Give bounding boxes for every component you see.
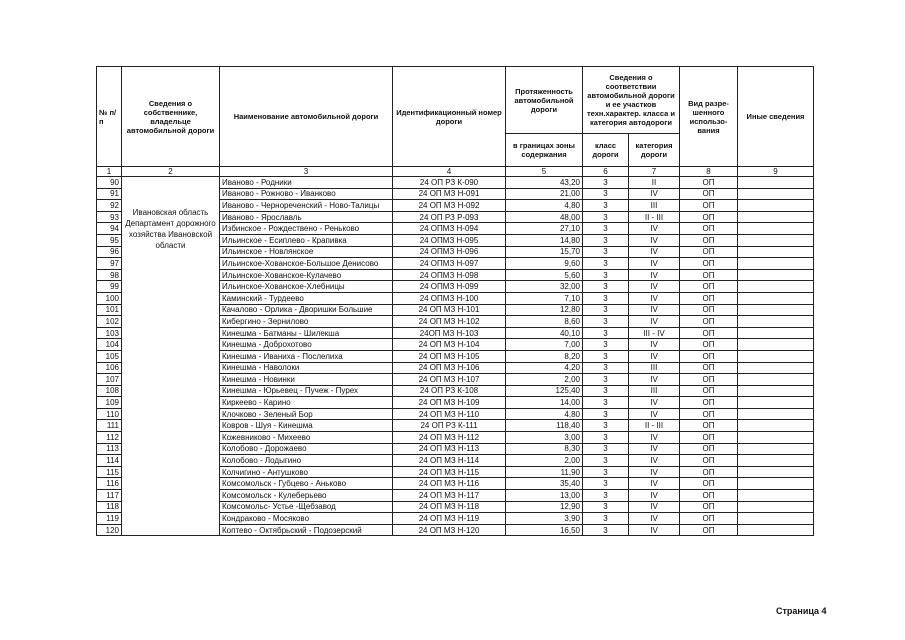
road-category: IV	[629, 443, 680, 455]
road-category: IV	[629, 490, 680, 502]
road-category: III - IV	[629, 327, 680, 339]
road-category: IV	[629, 466, 680, 478]
row-number: 95	[97, 234, 122, 246]
road-category: IV	[629, 304, 680, 316]
road-length: 7,00	[506, 339, 583, 351]
row-number: 98	[97, 269, 122, 281]
usage-type: ОП	[680, 362, 738, 374]
road-id: 24 ОП МЗ Н-104	[393, 339, 506, 351]
road-name: Ковров - Шуя - Кинешма	[220, 420, 393, 432]
other-info	[738, 385, 814, 397]
road-id: 24 ОПМЗ Н-098	[393, 269, 506, 281]
column-number: 5	[506, 167, 583, 177]
road-length: 43,20	[506, 177, 583, 189]
other-info	[738, 466, 814, 478]
road-length: 4,80	[506, 408, 583, 420]
row-number: 100	[97, 292, 122, 304]
road-class: 3	[583, 432, 629, 444]
other-info	[738, 408, 814, 420]
header-length: Протяженность автомобильной дороги	[506, 67, 583, 134]
row-number: 112	[97, 432, 122, 444]
road-id: 24ОП МЗ Н-103	[393, 327, 506, 339]
road-id: 24 ОП МЗ Н-109	[393, 397, 506, 409]
road-class: 3	[583, 269, 629, 281]
other-info	[738, 246, 814, 258]
road-category: III	[629, 362, 680, 374]
road-length: 14,00	[506, 397, 583, 409]
header-num: № п/п	[97, 67, 122, 167]
other-info	[738, 501, 814, 513]
column-number: 6	[583, 167, 629, 177]
road-name: Комсомольс- Устье -Щебзавод	[220, 501, 393, 513]
road-category: IV	[629, 316, 680, 328]
road-class: 3	[583, 292, 629, 304]
road-length: 118,40	[506, 420, 583, 432]
road-length: 8,20	[506, 350, 583, 362]
road-length: 27,10	[506, 223, 583, 235]
other-info	[738, 397, 814, 409]
road-category: IV	[629, 269, 680, 281]
road-name: Ильинское-Хованское-Хлебницы	[220, 281, 393, 293]
road-category: IV	[629, 374, 680, 386]
row-number: 117	[97, 490, 122, 502]
road-name: Кинешма - Доброхотово	[220, 339, 393, 351]
road-class: 3	[583, 188, 629, 200]
usage-type: ОП	[680, 513, 738, 525]
row-number: 90	[97, 177, 122, 189]
road-id: 24 ОП МЗ Н-114	[393, 455, 506, 467]
other-info	[738, 327, 814, 339]
road-name: Колобово - Лодыгино	[220, 455, 393, 467]
road-id: 24 ОПМЗ Н-097	[393, 258, 506, 270]
row-number: 93	[97, 211, 122, 223]
road-id: 24 ОП МЗ Н-105	[393, 350, 506, 362]
header-owner: Сведения о собственнике, владельце автомобильной дороги	[122, 67, 220, 167]
road-name: Кинешма - Юрьевец - Пучеж - Пурех	[220, 385, 393, 397]
road-category: IV	[629, 408, 680, 420]
other-info	[738, 420, 814, 432]
road-category: IV	[629, 432, 680, 444]
road-length: 48,00	[506, 211, 583, 223]
road-category: IV	[629, 478, 680, 490]
row-number: 110	[97, 408, 122, 420]
road-length: 3,00	[506, 432, 583, 444]
usage-type: ОП	[680, 478, 738, 490]
road-name: Качалово - Орлика - Дворишки Большие	[220, 304, 393, 316]
usage-type: ОП	[680, 200, 738, 212]
road-name: Кинешма - Новинки	[220, 374, 393, 386]
header-length-sub: в границах зоны содержания	[506, 134, 583, 167]
road-id: 24 ОП МЗ Н-101	[393, 304, 506, 316]
other-info	[738, 223, 814, 235]
usage-type: ОП	[680, 234, 738, 246]
road-name: Иваново - Ярославль	[220, 211, 393, 223]
column-number: 1	[97, 167, 122, 177]
road-category: II - III	[629, 420, 680, 432]
header-usage: Вид разре-шенного использо-вания	[680, 67, 738, 167]
road-name: Кинешма - Иваниха - Послелиха	[220, 350, 393, 362]
road-length: 4,20	[506, 362, 583, 374]
road-class: 3	[583, 211, 629, 223]
row-number: 119	[97, 513, 122, 525]
road-length: 9,60	[506, 258, 583, 270]
other-info	[738, 490, 814, 502]
road-name: Колчигино - Антушково	[220, 466, 393, 478]
road-length: 16,50	[506, 524, 583, 536]
column-number: 4	[393, 167, 506, 177]
header-road-name: Наименование автомобильной дороги	[220, 67, 393, 167]
page-number: Страница 4	[776, 606, 827, 616]
row-number: 104	[97, 339, 122, 351]
usage-type: ОП	[680, 211, 738, 223]
road-length: 40,10	[506, 327, 583, 339]
road-id: 24 ОП МЗ Н-092	[393, 200, 506, 212]
road-id: 24 ОП МЗ Н-106	[393, 362, 506, 374]
road-length: 32,00	[506, 281, 583, 293]
column-number: 9	[738, 167, 814, 177]
road-category: IV	[629, 292, 680, 304]
usage-type: ОП	[680, 304, 738, 316]
row-number: 92	[97, 200, 122, 212]
road-name: Кинешма - Наволоки	[220, 362, 393, 374]
road-class: 3	[583, 304, 629, 316]
column-number: 7	[629, 167, 680, 177]
usage-type: ОП	[680, 420, 738, 432]
road-class: 3	[583, 281, 629, 293]
road-name: Комсомольск - Кулеберьево	[220, 490, 393, 502]
road-length: 5,60	[506, 269, 583, 281]
row-number: 94	[97, 223, 122, 235]
usage-type: ОП	[680, 246, 738, 258]
road-length: 125,40	[506, 385, 583, 397]
road-length: 4,80	[506, 200, 583, 212]
road-category: IV	[629, 339, 680, 351]
road-length: 15,70	[506, 246, 583, 258]
usage-type: ОП	[680, 501, 738, 513]
road-id: 24 ОП МЗ Н-107	[393, 374, 506, 386]
road-id: 24 ОП МЗ Н-118	[393, 501, 506, 513]
road-name: Каминский - Турдеево	[220, 292, 393, 304]
road-id: 24 ОПМЗ Н-094	[393, 223, 506, 235]
column-number: 8	[680, 167, 738, 177]
header-class: класс дороги	[583, 134, 629, 167]
road-class: 3	[583, 408, 629, 420]
row-number: 96	[97, 246, 122, 258]
owner-cell: Ивановская область Департамент дорожного хозяйства Ивановской области	[122, 177, 220, 536]
row-number: 99	[97, 281, 122, 293]
road-id: 24 ОП МЗ Н-117	[393, 490, 506, 502]
other-info	[738, 455, 814, 467]
usage-type: ОП	[680, 269, 738, 281]
road-length: 12,80	[506, 304, 583, 316]
usage-type: ОП	[680, 432, 738, 444]
usage-type: ОП	[680, 350, 738, 362]
other-info	[738, 211, 814, 223]
row-number: 109	[97, 397, 122, 409]
road-category: IV	[629, 524, 680, 536]
road-id: 24 ОПМЗ Н-095	[393, 234, 506, 246]
usage-type: ОП	[680, 258, 738, 270]
road-name: Коптево - Октябрьский - Подозерский	[220, 524, 393, 536]
road-category: IV	[629, 281, 680, 293]
row-number: 91	[97, 188, 122, 200]
other-info	[738, 339, 814, 351]
road-category: IV	[629, 223, 680, 235]
road-name: Ильинское - Новлянское	[220, 246, 393, 258]
road-class: 3	[583, 234, 629, 246]
road-name: Киркеево - Карино	[220, 397, 393, 409]
row-number: 106	[97, 362, 122, 374]
road-class: 3	[583, 374, 629, 386]
other-info	[738, 234, 814, 246]
road-length: 8,60	[506, 316, 583, 328]
usage-type: ОП	[680, 455, 738, 467]
road-length: 11,90	[506, 466, 583, 478]
road-category: IV	[629, 246, 680, 258]
road-category: IV	[629, 188, 680, 200]
other-info	[738, 269, 814, 281]
road-id: 24 ОП МЗ Н-113	[393, 443, 506, 455]
road-category: IV	[629, 258, 680, 270]
usage-type: ОП	[680, 385, 738, 397]
header-road-id: Идентификационный номер дороги	[393, 67, 506, 167]
row-number: 114	[97, 455, 122, 467]
row-number: 116	[97, 478, 122, 490]
road-id: 24 ОП РЗ К-090	[393, 177, 506, 189]
road-category: IV	[629, 501, 680, 513]
road-class: 3	[583, 524, 629, 536]
road-length: 2,00	[506, 455, 583, 467]
road-name: Ильинское-Хованское-Большое Денисово	[220, 258, 393, 270]
road-length: 7,10	[506, 292, 583, 304]
road-length: 21,00	[506, 188, 583, 200]
other-info	[738, 524, 814, 536]
row-number: 111	[97, 420, 122, 432]
row-number: 115	[97, 466, 122, 478]
road-name: Избинское - Рождествено - Реньково	[220, 223, 393, 235]
row-number: 103	[97, 327, 122, 339]
row-number: 101	[97, 304, 122, 316]
other-info	[738, 281, 814, 293]
road-category: IV	[629, 397, 680, 409]
road-category: IV	[629, 455, 680, 467]
road-name: Кинешма - Батманы - Шилекша	[220, 327, 393, 339]
usage-type: ОП	[680, 316, 738, 328]
road-class: 3	[583, 455, 629, 467]
usage-type: ОП	[680, 177, 738, 189]
usage-type: ОП	[680, 339, 738, 351]
road-name: Иваново - Чернореченский - Ново-Талицы	[220, 200, 393, 212]
road-category: IV	[629, 350, 680, 362]
road-id: 24 ОПМЗ Н-100	[393, 292, 506, 304]
other-info	[738, 374, 814, 386]
road-name: Колобово - Дорожаево	[220, 443, 393, 455]
road-class: 3	[583, 385, 629, 397]
other-info	[738, 443, 814, 455]
usage-type: ОП	[680, 524, 738, 536]
road-class: 3	[583, 246, 629, 258]
road-name: Кибергино - Зернилово	[220, 316, 393, 328]
road-category: IV	[629, 234, 680, 246]
road-name: Комсомольск - Губцево - Аньково	[220, 478, 393, 490]
road-class: 3	[583, 339, 629, 351]
other-info	[738, 350, 814, 362]
road-id: 24 ОП РЗ Р-093	[393, 211, 506, 223]
other-info	[738, 316, 814, 328]
road-length: 3,90	[506, 513, 583, 525]
other-info	[738, 292, 814, 304]
usage-type: ОП	[680, 408, 738, 420]
road-name: Кожевниково - Михеево	[220, 432, 393, 444]
road-class: 3	[583, 478, 629, 490]
road-id: 24 ОП МЗ Н-091	[393, 188, 506, 200]
road-class: 3	[583, 316, 629, 328]
road-length: 14,80	[506, 234, 583, 246]
row-number: 113	[97, 443, 122, 455]
row-number: 120	[97, 524, 122, 536]
header-compliance: Сведения о соответствии автомобильной дороги и ее участков техн.характер. класса и категория автодороги	[583, 67, 680, 134]
other-info	[738, 304, 814, 316]
header-category: категория дороги	[629, 134, 680, 167]
road-id: 24 ОП МЗ Н-120	[393, 524, 506, 536]
road-id: 24 ОП МЗ Н-116	[393, 478, 506, 490]
road-class: 3	[583, 200, 629, 212]
usage-type: ОП	[680, 443, 738, 455]
road-length: 8,30	[506, 443, 583, 455]
other-info	[738, 432, 814, 444]
other-info	[738, 258, 814, 270]
other-info	[738, 188, 814, 200]
row-number: 107	[97, 374, 122, 386]
header-other: Иные сведения	[738, 67, 814, 167]
road-category: III	[629, 385, 680, 397]
road-class: 3	[583, 223, 629, 235]
usage-type: ОП	[680, 188, 738, 200]
usage-type: ОП	[680, 374, 738, 386]
road-id: 24 ОП РЗ К-108	[393, 385, 506, 397]
road-name: Ильинское-Хованское-Кулачево	[220, 269, 393, 281]
road-length: 35,40	[506, 478, 583, 490]
usage-type: ОП	[680, 327, 738, 339]
road-category: II	[629, 177, 680, 189]
road-id: 24 ОП МЗ Н-102	[393, 316, 506, 328]
row-number: 118	[97, 501, 122, 513]
road-class: 3	[583, 177, 629, 189]
road-id: 24 ОПМЗ Н-099	[393, 281, 506, 293]
road-class: 3	[583, 443, 629, 455]
road-class: 3	[583, 490, 629, 502]
road-id: 24 ОП МЗ Н-115	[393, 466, 506, 478]
road-length: 2,00	[506, 374, 583, 386]
row-number: 102	[97, 316, 122, 328]
column-number: 3	[220, 167, 393, 177]
road-category: III	[629, 200, 680, 212]
road-name: Кондраково - Мосяково	[220, 513, 393, 525]
row-number: 108	[97, 385, 122, 397]
road-name: Иваново - Родники	[220, 177, 393, 189]
road-length: 13,00	[506, 490, 583, 502]
road-id: 24 ОП РЗ К-111	[393, 420, 506, 432]
other-info	[738, 513, 814, 525]
road-class: 3	[583, 397, 629, 409]
road-class: 3	[583, 420, 629, 432]
table-row	[97, 177, 814, 189]
usage-type: ОП	[680, 466, 738, 478]
road-id: 24 ОП МЗ Н-112	[393, 432, 506, 444]
road-category: II - III	[629, 211, 680, 223]
road-name: Иваново - Рожново - Иванково	[220, 188, 393, 200]
road-class: 3	[583, 327, 629, 339]
road-id: 24 ОП МЗ Н-119	[393, 513, 506, 525]
road-length: 12,90	[506, 501, 583, 513]
other-info	[738, 478, 814, 490]
road-class: 3	[583, 466, 629, 478]
other-info	[738, 362, 814, 374]
road-category: IV	[629, 513, 680, 525]
usage-type: ОП	[680, 397, 738, 409]
usage-type: ОП	[680, 292, 738, 304]
row-number: 105	[97, 350, 122, 362]
column-number: 2	[122, 167, 220, 177]
road-id: 24 ОП МЗ Н-110	[393, 408, 506, 420]
roads-table	[96, 66, 814, 536]
road-class: 3	[583, 258, 629, 270]
road-class: 3	[583, 350, 629, 362]
column-numbers-row	[97, 167, 814, 177]
road-class: 3	[583, 501, 629, 513]
usage-type: ОП	[680, 490, 738, 502]
row-number: 97	[97, 258, 122, 270]
road-name: Клочково - Зеленый Бор	[220, 408, 393, 420]
road-id: 24 ОПМЗ Н-096	[393, 246, 506, 258]
other-info	[738, 177, 814, 189]
road-name: Ильинское - Есиплево - Крапивка	[220, 234, 393, 246]
other-info	[738, 200, 814, 212]
usage-type: ОП	[680, 223, 738, 235]
road-class: 3	[583, 362, 629, 374]
usage-type: ОП	[680, 281, 738, 293]
road-class: 3	[583, 513, 629, 525]
